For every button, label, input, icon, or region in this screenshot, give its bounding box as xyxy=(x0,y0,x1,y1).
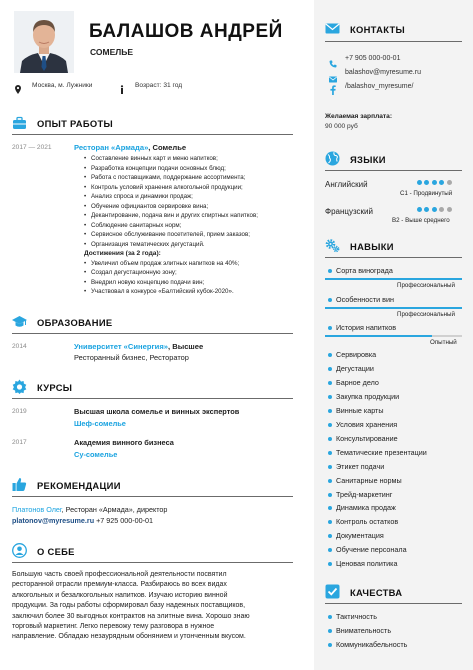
user-circle-icon xyxy=(12,543,27,558)
skill-item: Ценовая политика xyxy=(336,559,398,568)
avatar xyxy=(14,11,74,73)
about-line: торговый маркетинг. Легко перевожу тему разговора в нужное xyxy=(12,623,215,631)
recommender-phone: +7 925 000-00-01 xyxy=(94,516,154,525)
experience-dates: 2017 — 2021 xyxy=(12,144,52,151)
course-year: 2017 xyxy=(12,439,27,446)
skill-item: Консультирование xyxy=(336,434,398,443)
rating-dot xyxy=(432,207,437,212)
location-text: Москва, м. Лужники xyxy=(32,82,93,89)
rated-skill-level: Опытный xyxy=(430,339,457,346)
rated-skill-name: Особенности вин xyxy=(336,295,394,304)
experience-heading xyxy=(74,143,186,152)
salary-label: Желаемая зарплата: xyxy=(325,113,393,120)
graduation-cap-icon xyxy=(12,314,27,329)
education-degree: , Высшее xyxy=(168,342,204,351)
rated-skill-name: История напитков xyxy=(336,323,397,332)
skill-item: Контроль остатков xyxy=(336,517,399,526)
facebook-link[interactable]: /balashov_myresume/ xyxy=(345,83,414,90)
skill-item: Дегустации xyxy=(336,364,374,373)
achievement-item: • Участвовал в конкурсе «Балтийский кубок-2020». xyxy=(91,288,234,295)
skill-item: Санитарные нормы xyxy=(336,476,402,485)
about-divider xyxy=(12,562,293,563)
duty-item: • Организация тематических дегустаций. xyxy=(91,241,205,248)
rated-skill-fill xyxy=(325,335,432,337)
language-level: С1 - Продвинутый xyxy=(400,190,453,197)
skill-item: Динамика продаж xyxy=(336,503,396,512)
award-star-icon xyxy=(12,379,27,394)
experience-divider xyxy=(12,134,293,135)
quality-item: Тактичность xyxy=(336,612,377,621)
salary-value: 90 000 руб xyxy=(325,123,358,130)
language-level: B2 - Выше среднего xyxy=(392,217,450,224)
rated-skill-bar xyxy=(325,278,462,280)
education-faculty: Ресторанный бизнес, Ресторатор xyxy=(74,353,189,362)
languages-divider xyxy=(325,170,462,171)
rated-skill-level: Профессиональный xyxy=(397,311,455,318)
rating-dot xyxy=(432,180,437,185)
rated-skill-fill xyxy=(325,278,462,280)
contacts-title: КОНТАКТЫ xyxy=(350,24,405,35)
skill-item: Барное дело xyxy=(336,378,379,387)
email-address[interactable]: balashov@myresume.ru xyxy=(345,69,421,76)
phone-icon xyxy=(329,55,337,63)
rating-dot xyxy=(447,180,452,185)
contacts-divider xyxy=(325,41,462,42)
rated-skill-bar xyxy=(325,307,462,309)
info-icon xyxy=(119,81,125,90)
duty-item: • Обучение официантов сервировке вина; xyxy=(91,203,208,210)
skill-item: Трейд-маркетинг xyxy=(336,490,393,499)
university-name: Университет «Синергия» xyxy=(74,342,168,351)
duty-item: • Составление винных карт и меню напитков; xyxy=(91,155,218,162)
language-rating xyxy=(414,180,464,186)
achievement-item: • Внедрил новую концепцию подачи вин; xyxy=(91,279,204,286)
thumbs-up-icon xyxy=(12,477,27,492)
skill-item: Документация xyxy=(336,531,384,540)
course-name: Академия винного бизнеса xyxy=(74,438,174,447)
recommendation-person-line xyxy=(12,505,167,514)
age-text: Возраст: 31 год xyxy=(135,82,183,89)
qualities-title: КАЧЕСТВА xyxy=(350,587,403,598)
about-line: продукции. За годы работы сформировал базу надежных поставщиков, xyxy=(12,602,246,610)
language-name: Французский xyxy=(325,207,373,216)
rating-dot xyxy=(424,207,429,212)
recommendations-title: РЕКОМЕНДАЦИИ xyxy=(37,480,121,491)
rating-dot xyxy=(424,180,429,185)
recommendations-divider xyxy=(12,496,293,497)
achievements-title: Достижения (за 2 года): xyxy=(84,250,161,257)
mail-icon xyxy=(329,70,337,77)
skill-item: Этикет подачи xyxy=(336,462,385,471)
duty-item: • Разработка концепции подачи основных блюд; xyxy=(91,165,226,172)
about-line: направление. Обладаю незаурядным обонянием и утонченным вкусом. xyxy=(12,633,246,641)
phone-number[interactable]: +7 905 000-00-01 xyxy=(345,55,401,62)
company-name: Ресторан «Армада» xyxy=(74,143,149,152)
about-line: Большую часть своей профессиональной деятельности посвятил xyxy=(12,571,227,578)
courses-divider xyxy=(12,398,293,399)
gears-icon xyxy=(325,238,340,253)
education-divider xyxy=(12,333,293,334)
skill-item: Тематические презентации xyxy=(336,448,427,457)
rated-skill-bar xyxy=(325,335,462,337)
skill-item: Закупка продукции xyxy=(336,392,400,401)
education-title: ОБРАЗОВАНИЕ xyxy=(37,317,113,328)
quality-item: Коммуникабельность xyxy=(336,640,408,649)
rating-dot xyxy=(417,180,422,185)
recommendation-contact-line xyxy=(12,516,153,525)
skill-item: Винные карты xyxy=(336,406,384,415)
globe-icon xyxy=(325,151,340,166)
about-text xyxy=(12,570,304,643)
facebook-icon xyxy=(330,82,336,92)
rated-skill-level: Профессиональный xyxy=(397,282,455,289)
qualities-divider xyxy=(325,603,462,604)
skills-title: НАВЫКИ xyxy=(350,241,394,252)
checkbox-icon xyxy=(325,584,340,599)
duty-item: • Сервисное обслуживание посетителей, прием заказов; xyxy=(91,231,250,238)
course-year: 2019 xyxy=(12,408,27,415)
briefcase-icon xyxy=(12,116,27,131)
education-year: 2014 xyxy=(12,343,27,350)
sidebar xyxy=(314,0,473,670)
experience-role: , Сомелье xyxy=(148,143,187,152)
duty-item: • Контроль условий хранения алкогольной продукции; xyxy=(91,184,243,191)
rating-dot xyxy=(439,180,444,185)
languages-title: ЯЗЫКИ xyxy=(350,154,386,165)
experience-title: ОПЫТ РАБОТЫ xyxy=(37,118,113,129)
recommender-name: Платонов Олег xyxy=(12,505,62,514)
full-name: БАЛАШОВ АНДРЕЙ xyxy=(89,21,283,42)
about-line: ресторанной отрасли премиум-класса. Разбираюсь во всех видах xyxy=(12,581,227,589)
duty-item: • Декантирование, подача вин и других спиртных напитков; xyxy=(91,212,258,219)
about-line: алкогольных и безалкогольных напитков. Изучаю историю винной xyxy=(12,591,228,599)
duty-item: • Соблюдение санитарных норм; xyxy=(91,222,181,229)
duty-item: • Анализ спроса и динамики продаж; xyxy=(91,193,193,200)
location-pin-icon xyxy=(14,81,22,90)
education-heading xyxy=(74,342,203,351)
course-qualification: Шеф-сомелье xyxy=(74,419,126,428)
recommender-email[interactable]: platonov@myresume.ru xyxy=(12,516,95,525)
skill-item: Условия хранения xyxy=(336,420,398,429)
rating-dot xyxy=(417,207,422,212)
achievement-item: • Увеличил объем продаж элитных напитков на 40%; xyxy=(91,260,239,267)
rated-skill-fill xyxy=(325,307,462,309)
language-rating xyxy=(414,207,464,213)
course-name: Высшая школа сомелье и винных экспертов xyxy=(74,407,240,416)
rating-dot xyxy=(439,207,444,212)
about-line: заключил более 30 выгодных контрактов на элитные вина. Хорошо знаю xyxy=(12,612,250,620)
skill-item: Сервировка xyxy=(336,350,377,359)
course-qualification: Су-сомелье xyxy=(74,450,118,459)
courses-title: КУРСЫ xyxy=(37,382,73,393)
language-name: Английский xyxy=(325,180,368,189)
achievement-item: • Создал дегустационную зону; xyxy=(91,269,177,276)
rated-skill-name: Сорта винограда xyxy=(336,266,393,275)
skills-divider xyxy=(325,257,462,258)
about-title: О СЕБЕ xyxy=(37,546,75,557)
duty-item: • Работа с поставщиками, поддержание ассортимента; xyxy=(91,174,245,181)
quality-item: Внимательность xyxy=(336,626,392,635)
recommender-details: , Ресторан «Армада», директор xyxy=(61,505,168,514)
rating-dot xyxy=(447,207,452,212)
envelope-icon xyxy=(325,21,340,36)
job-position: СОМЕЛЬЕ xyxy=(90,47,134,57)
skill-item: Обучение персонала xyxy=(336,545,407,554)
